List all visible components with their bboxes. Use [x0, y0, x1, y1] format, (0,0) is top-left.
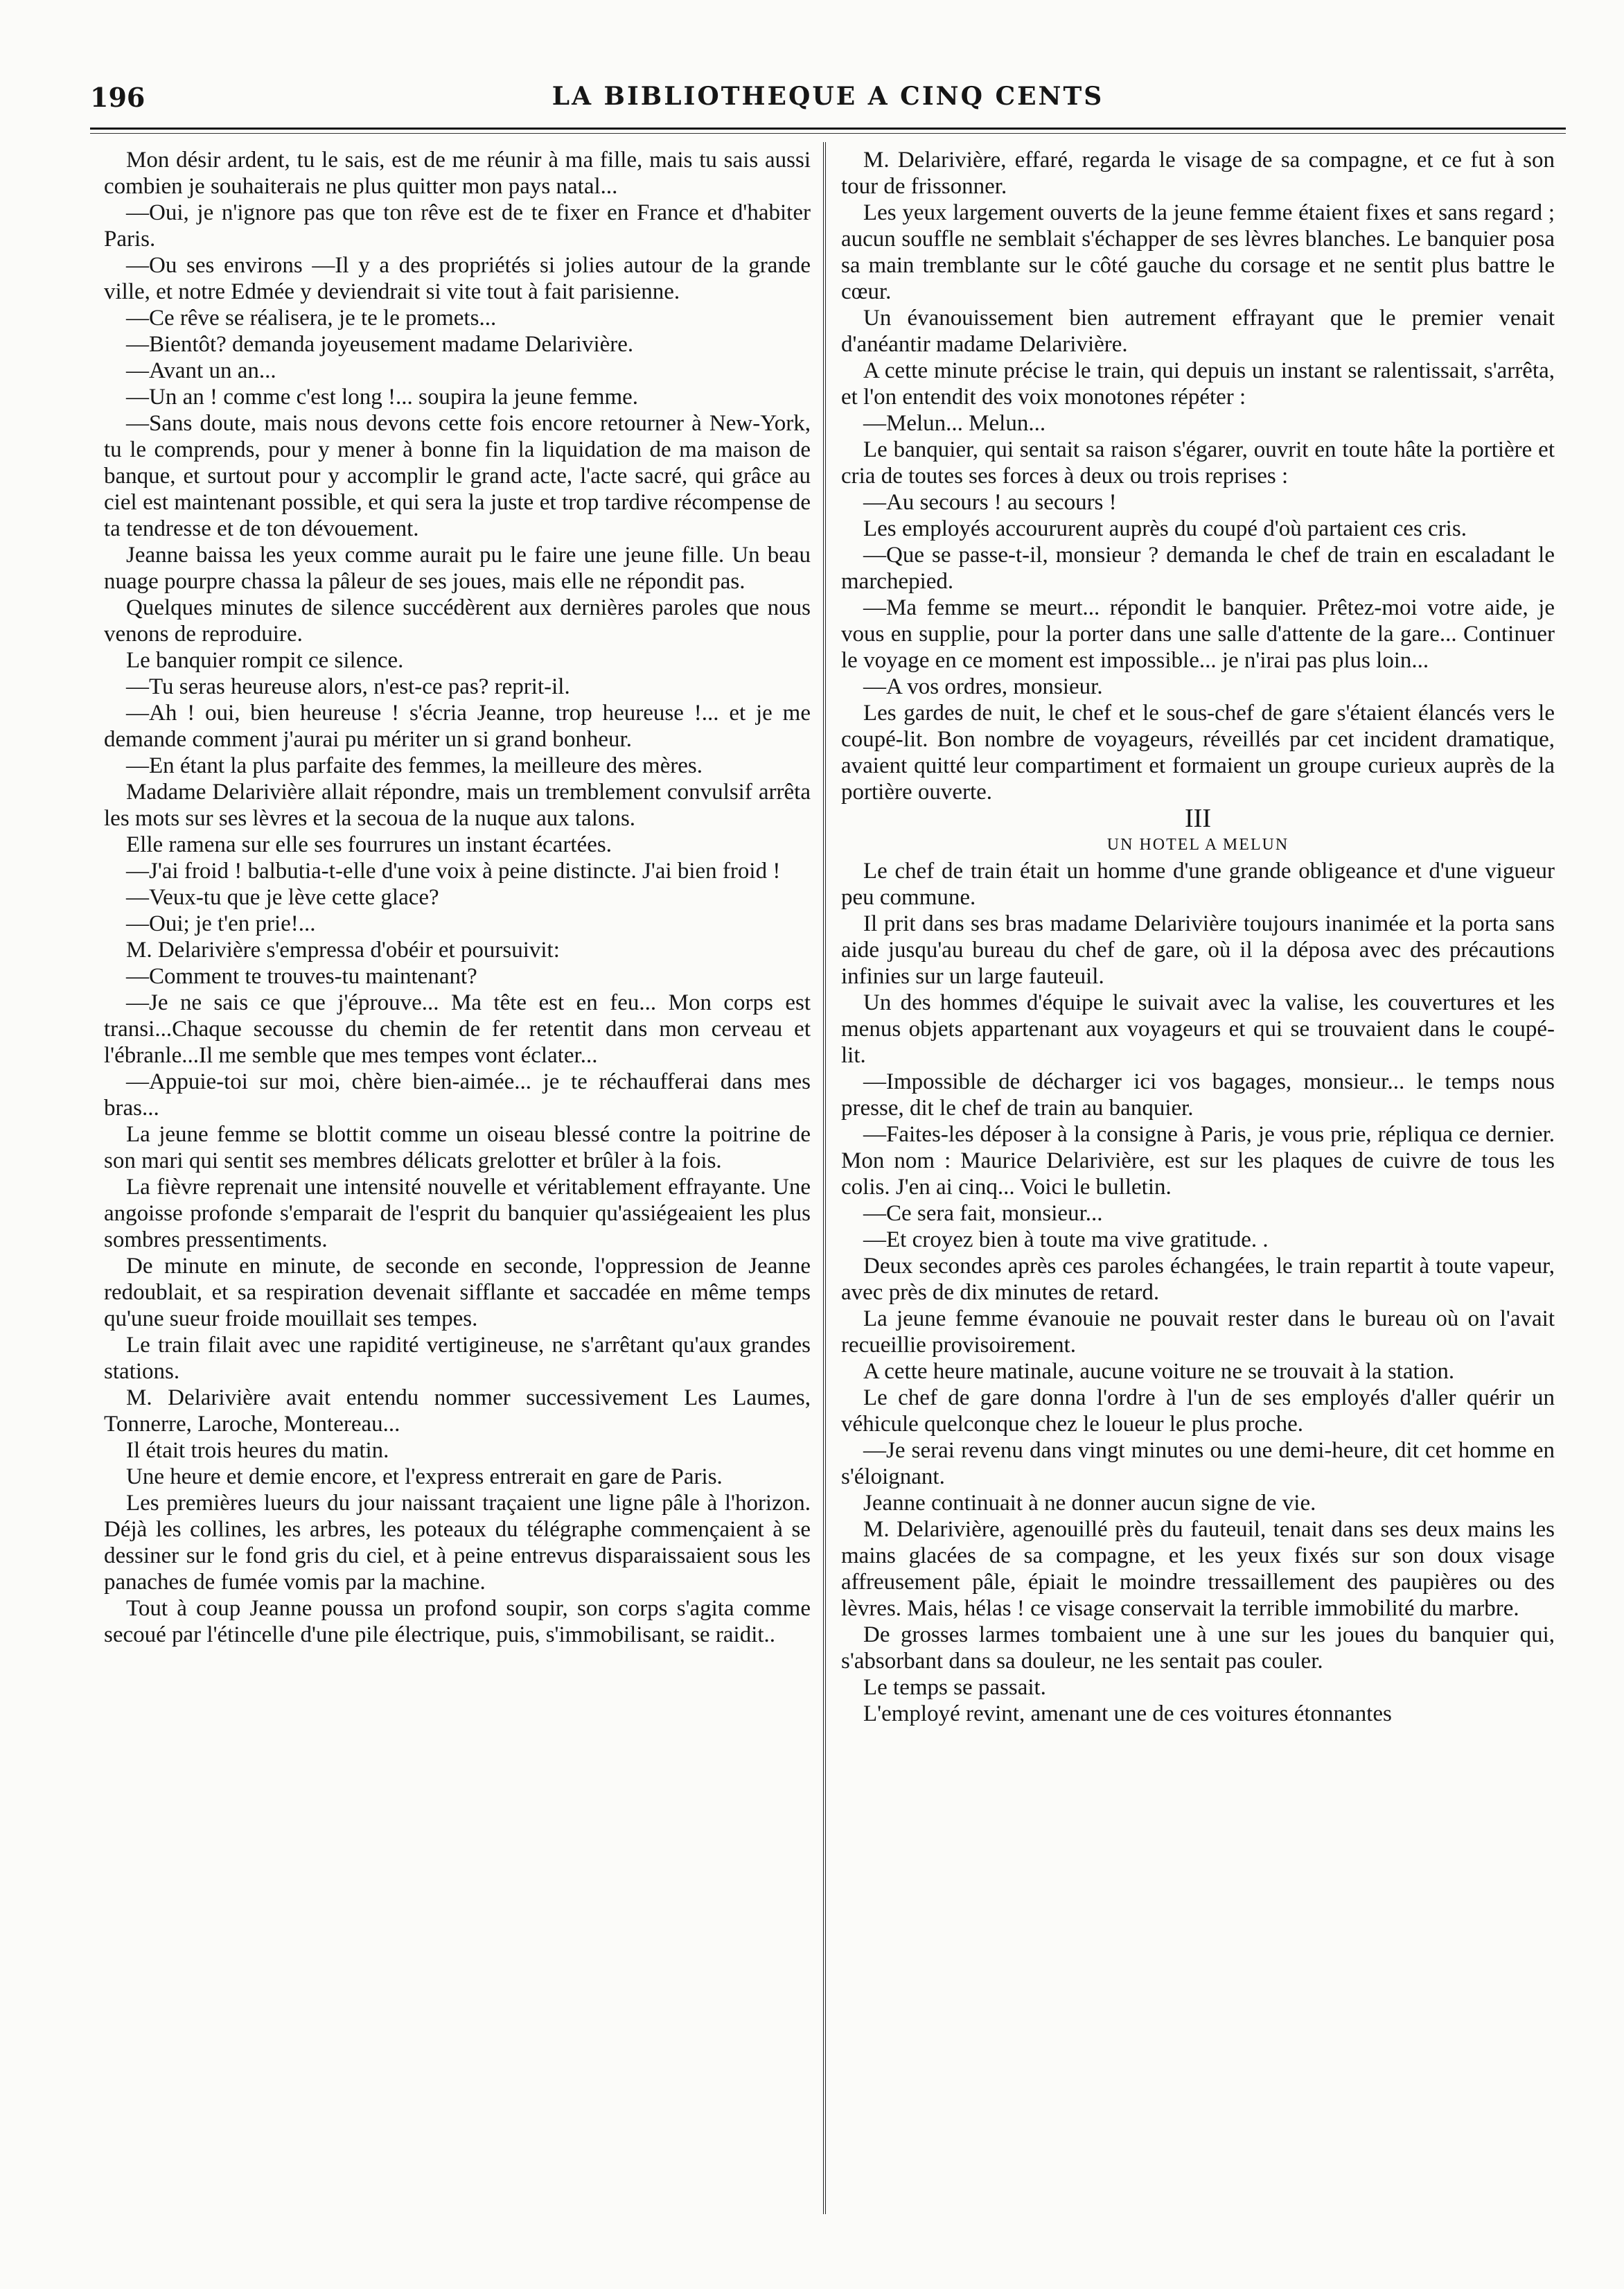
- paragraph: Elle ramena sur elle ses fourrures un instant écartées.: [126, 832, 612, 857]
- paragraph: —Au secours ! au secours !: [863, 490, 1117, 515]
- paragraph: Madame Delarivière allait répondre, mais un tremblement convulsif arrêta les mots sur ses lèvres et la secoua de la nuque aux talons.: [104, 780, 811, 831]
- paragraph: —Comment te trouves-tu maintenant?: [126, 964, 477, 989]
- paragraph: —Veux-tu que je lève cette glace?: [126, 885, 439, 910]
- paragraph: Le banquier rompit ce silence.: [126, 648, 404, 673]
- chapter-number: III: [1185, 804, 1211, 833]
- paragraph: Une heure et demie encore, et l'express entrerait en gare de Paris.: [126, 1464, 723, 1489]
- paragraph: Le train filait avec une rapidité vertigineuse, ne s'arrêtant qu'aux grandes stations.: [104, 1333, 811, 1384]
- paragraph: Il était trois heures du matin.: [126, 1438, 389, 1463]
- paragraph: Il prit dans ses bras madame Delarivière toujours inanimée et la porta sans aide jusqu'au bureau du chef de gare, où il la déposa avec des précautions infinies sur un large fauteuil.: [841, 911, 1555, 989]
- paragraph: —J'ai froid ! balbutia-t-elle d'une voix à peine distincte. J'ai bien froid !: [126, 859, 781, 884]
- header-rule-thin: [90, 133, 1566, 134]
- paragraph: —Melun... Melun...: [863, 411, 1046, 436]
- paragraph: Les gardes de nuit, le chef et le sous-chef de gare s'étaient élancés vers le coupé-lit. Bon nombre de voyageurs, réveillés par cet incident dramatique, avaient quitté leur compartiment et formaient un groupe curieux auprès de la portière ouverte.: [841, 701, 1555, 805]
- paragraph: —Oui; je t'en prie!...: [126, 911, 316, 936]
- paragraph: Deux secondes après ces paroles échangées, le train repartit à toute vapeur, avec près de dix minutes de retard.: [841, 1254, 1555, 1305]
- paragraph: Jeanne baissa les yeux comme aurait pu le faire une jeune fille. Un beau nuage pourpre chassa la pâleur de ses joues, mais elle ne répondit pas.: [104, 543, 811, 594]
- journal-title: LA BIBLIOTHEQUE A CINQ CENTS: [551, 82, 1104, 111]
- paragraph: La jeune femme se blottit comme un oiseau blessé contre la poitrine de son mari qui sentit ses membres délicats grelotter et brûler à la fois.: [104, 1122, 811, 1173]
- paragraph: Le temps se passait.: [863, 1675, 1046, 1700]
- paragraph: —Faites-les déposer à la consigne à Paris, je vous prie, répliqua ce dernier. Mon nom : Maurice Delarivière, est sur les plaques de cuivre de tous les colis. J'en ai cinq... Voici le bulletin.: [841, 1122, 1555, 1200]
- paragraph: —Tu seras heureuse alors, n'est-ce pas? reprit-il.: [126, 674, 570, 699]
- page-number: 196: [90, 82, 145, 113]
- paragraph: —A vos ordres, monsieur.: [863, 674, 1103, 699]
- paragraph: Le chef de train était un homme d'une grande obligeance et d'une vigueur peu commune.: [841, 859, 1555, 910]
- paragraph: —Ah ! oui, bien heureuse ! s'écria Jeanne, trop heureuse !... et je me demande comment j'aurai pu mériter un si grand bonheur.: [104, 701, 811, 752]
- paragraph: L'employé revint, amenant une de ces voitures étonnantes: [863, 1701, 1392, 1726]
- column-divider: [823, 142, 826, 2214]
- paragraph: Un des hommes d'équipe le suivait avec la valise, les couvertures et les menus objets appartenant aux voyageurs et qui se trouvaient dans le coupé-lit.: [841, 990, 1555, 1068]
- paragraph: Jeanne continuait à ne donner aucun signe de vie.: [863, 1491, 1316, 1516]
- paragraph: Les yeux largement ouverts de la jeune femme étaient fixes et sans regard ; aucun souffle ne semblait s'échapper de ses lèvres blanches. Le banquier posa sa main tremblante sur le côté gauche du corsage et ne sentit plus battre le cœur.: [841, 200, 1555, 304]
- paragraph: —Ou ses environs —Il y a des propriétés si jolies autour de la grande ville, et notre Edmée y deviendrait si vite tout à fait parisienne.: [104, 253, 811, 304]
- paragraph: Tout à coup Jeanne poussa un profond soupir, son corps s'agita comme secoué par l'étincelle d'une pile électrique, puis, s'immobilisant, se raidit..: [104, 1596, 811, 1647]
- paragraph: Les premières lueurs du jour naissant traçaient une ligne pâle à l'horizon. Déjà les collines, les arbres, les poteaux du télégraphe commençaient à se dessiner sur le fond gris du ciel, et à peine entrevus disparaissaient sous les panaches de fumée vomis par la machine.: [104, 1491, 811, 1595]
- paragraph: De grosses larmes tombaient une à une sur les joues du banquier qui, s'absorbant dans sa douleur, ne les sentait pas couler.: [841, 1622, 1555, 1674]
- paragraph: M. Delarivière s'empressa d'obéir et poursuivit:: [126, 938, 560, 963]
- paragraph: —Ma femme se meurt... répondit le banquier. Prêtez-moi votre aide, je vous en supplie, pour la porter dans une salle d'attente de la gare... Continuer le voyage en ce moment est impossible... je n'irai pas plus loin...: [841, 595, 1555, 673]
- paragraph: —Appuie-toi sur moi, chère bien-aimée... je te réchaufferai dans mes bras...: [104, 1069, 811, 1121]
- paragraph: —Bientôt? demanda joyeusement madame Delarivière.: [126, 332, 634, 357]
- paragraph: Un évanouissement bien autrement effrayant que le premier venait d'anéantir madame Delarivière.: [841, 306, 1555, 357]
- paragraph: De minute en minute, de seconde en seconde, l'oppression de Jeanne redoublait, et sa respiration devenait sifflante et saccadée en même temps qu'une sueur froide mouillait ses tempes.: [104, 1254, 811, 1331]
- paragraph: M. Delarivière, agenouillé près du fauteuil, tenait dans ses deux mains les mains glacées de sa compagne, et les yeux fixés sur son doux visage affreusement pâle, épiait le moindre tressaillement des paupières ou des lèvres. Mais, hélas ! ce visage conservait la terrible immobilité du marbre.: [841, 1517, 1555, 1621]
- paragraph: —Oui, je n'ignore pas que ton rêve est de te fixer en France et d'habiter Paris.: [104, 200, 811, 252]
- paragraph: —Et croyez bien à toute ma vive gratitude. .: [863, 1227, 1269, 1252]
- paragraph: Le banquier, qui sentait sa raison s'égarer, ouvrit en toute hâte la portière et cria de toutes ses forces à deux ou trois reprises :: [841, 437, 1555, 489]
- right-column: [841, 147, 1555, 2226]
- paragraph: —Ce rêve se réalisera, je te le promets...: [126, 306, 497, 331]
- paragraph: —Un an ! comme c'est long !... soupira la jeune femme.: [126, 385, 639, 410]
- paragraph: M. Delarivière, effaré, regarda le visage de sa compagne, et ce fut à son tour de frissonner.: [841, 148, 1555, 199]
- paragraph: Quelques minutes de silence succédèrent aux dernières paroles que nous venons de reproduire.: [104, 595, 811, 647]
- page-header: [90, 82, 1566, 123]
- left-column: [104, 147, 811, 2226]
- paragraph: Le chef de gare donna l'ordre à l'un de ses employés d'aller quérir un véhicule quelconque chez le loueur le plus proche.: [841, 1385, 1555, 1437]
- paragraph: La jeune femme évanouie ne pouvait rester dans le bureau où on l'avait recueillie provisoirement.: [841, 1306, 1555, 1358]
- chapter-title: UN HOTEL A MELUN: [1106, 836, 1289, 854]
- paragraph: —Avant un an...: [126, 358, 276, 383]
- paragraph: —Que se passe-t-il, monsieur ? demanda le chef de train en escaladant le marchepied.: [841, 543, 1555, 594]
- paragraph: —Impossible de décharger ici vos bagages, monsieur... le temps nous presse, dit le chef de train au banquier.: [841, 1069, 1555, 1121]
- paragraph: A cette minute précise le train, qui depuis un instant se ralentissait, s'arrêta, et l'on entendit des voix monotones répéter :: [841, 358, 1555, 410]
- header-rule: [90, 128, 1566, 130]
- right-column-top-text: [841, 147, 1555, 805]
- paragraph: —Ce sera fait, monsieur...: [863, 1201, 1103, 1226]
- paragraph: La fièvre reprenait une intensité nouvelle et véritablement effrayante. Une angoisse profonde s'emparait de l'esprit du banquier qu'assiégeaient les plus sombres pressentiments.: [104, 1175, 811, 1252]
- paragraph: A cette heure matinale, aucune voiture ne se trouvait à la station.: [863, 1359, 1455, 1384]
- paragraph: M. Delarivière avait entendu nommer successivement Les Laumes, Tonnerre, Laroche, Montereau...: [104, 1385, 811, 1437]
- paragraph: —Je serai revenu dans vingt minutes ou une demi-heure, dit cet homme en s'éloignant.: [841, 1438, 1555, 1489]
- right-column-bottom-text: [841, 858, 1555, 1727]
- paragraph: —Sans doute, mais nous devons cette fois encore retourner à New-York, tu le comprends, pour y mener à bonne fin la liquidation de ma maison de banque, et surtout pour y accomplir le grand acte, l'acte sacré, qui grâce au ciel est maintenant possible, et qui sera la juste et trop tardive récompense de ta tendresse et de ton dévouement.: [104, 411, 811, 541]
- paragraph: —Je ne sais ce que j'éprouve... Ma tête est en feu... Mon corps est transi...Chaque secousse du chemin de fer retentit dans mon cerveau et l'ébranle...Il me semble que mes tempes vont éclater...: [104, 990, 811, 1068]
- paragraph: Mon désir ardent, tu le sais, est de me réunir à ma fille, mais tu sais aussi combien je souhaiterais ne plus quitter mon pays natal...: [104, 148, 811, 199]
- paragraph: Les employés accoururent auprès du coupé d'où partaient ces cris.: [863, 516, 1467, 541]
- paragraph: —En étant la plus parfaite des femmes, la meilleure des mères.: [126, 753, 703, 778]
